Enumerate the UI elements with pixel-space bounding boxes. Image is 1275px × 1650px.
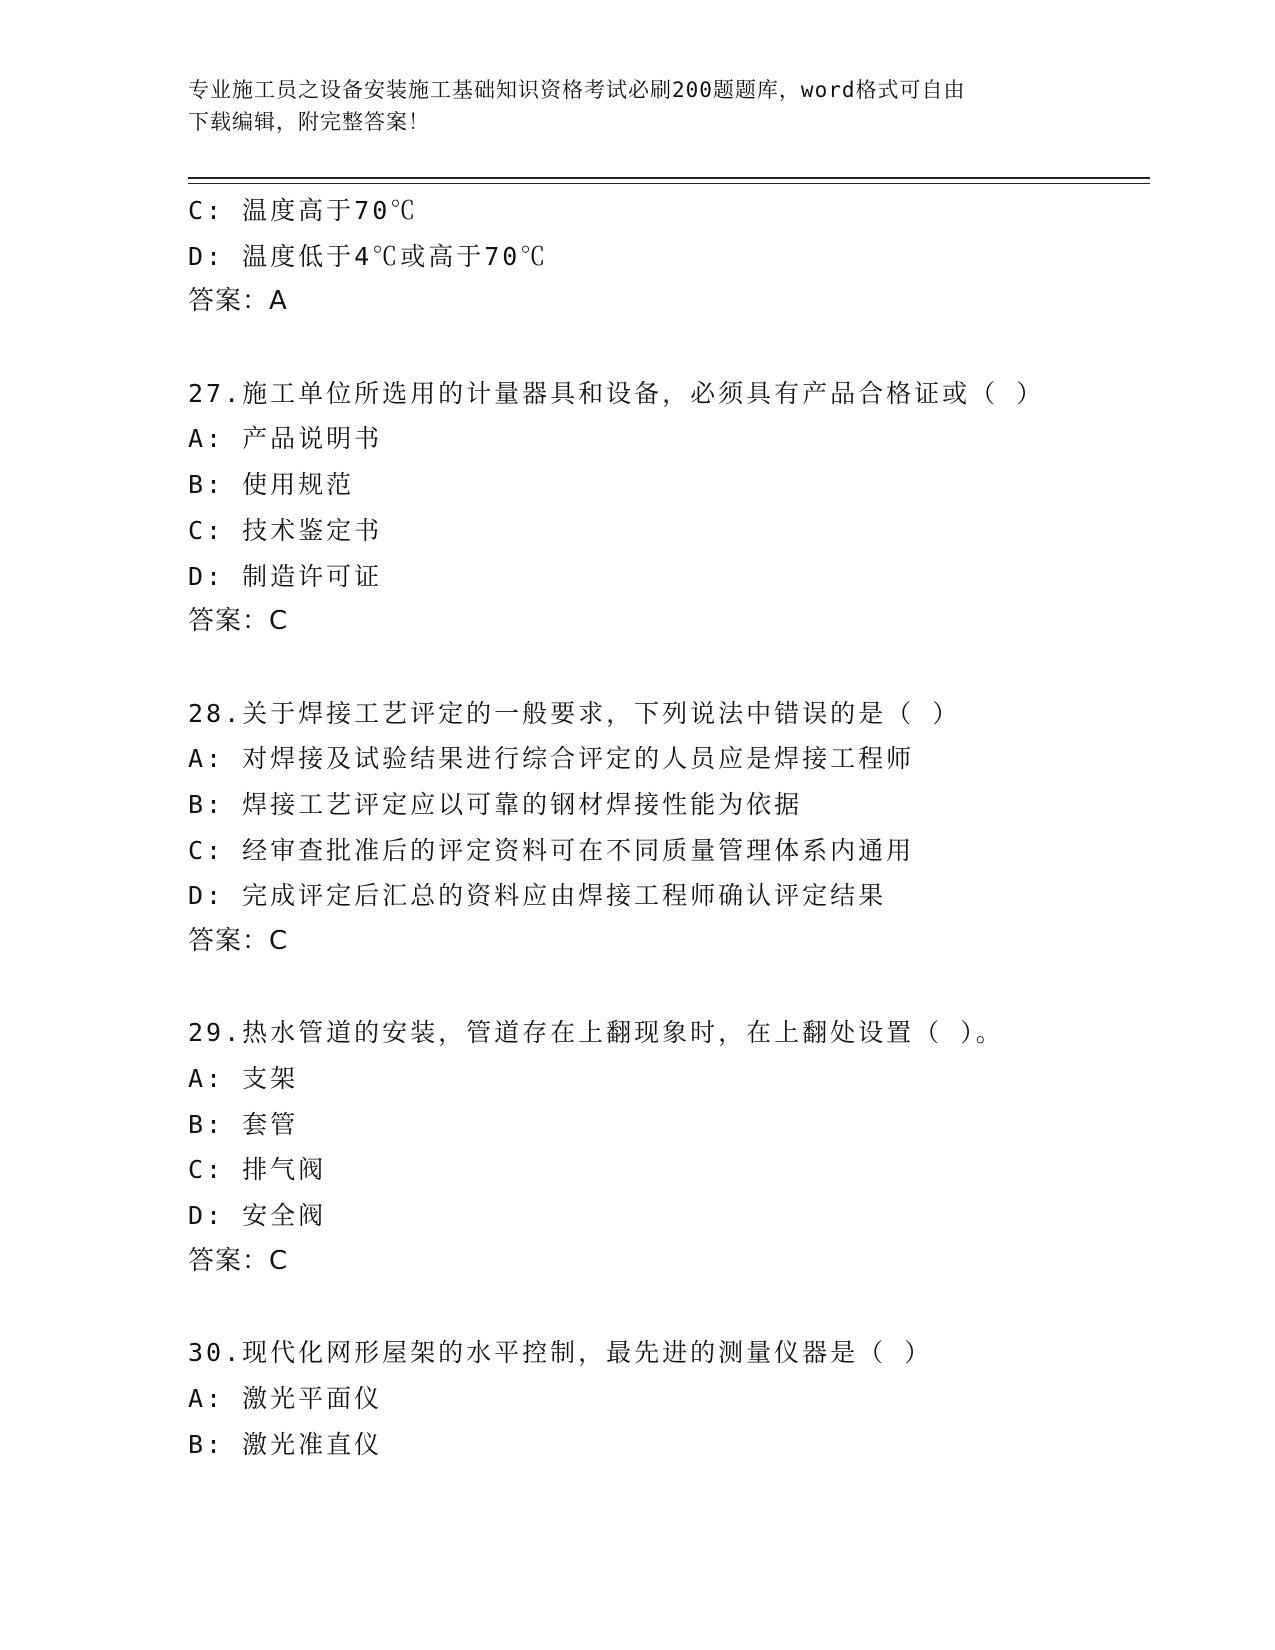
header-line-1: 专业施工员之设备安装施工基础知识资格考试必刷200题题库，word格式可自由	[188, 78, 966, 102]
option-c: C: 温度高于70℃	[188, 196, 419, 225]
answer: 答案：A	[188, 286, 288, 317]
option-d: D: 安全阀	[188, 1201, 327, 1231]
document-header	[188, 74, 1068, 138]
option-c: C: 经审查批准后的评定资料可在不同质量管理体系内通用	[188, 835, 915, 865]
question-26-continued	[188, 188, 1148, 325]
question-list	[188, 188, 1148, 1467]
option-d: D: 制造许可证	[188, 561, 383, 591]
option-b: B: 使用规范	[188, 470, 355, 500]
option-a: A: 支架	[188, 1064, 299, 1094]
option-c: C: 技术鉴定书	[188, 515, 383, 545]
question-stem: 27.施工单位所选用的计量器具和设备，必须具有产品合格证或（ ）	[188, 378, 1045, 408]
question-30	[188, 1330, 1148, 1467]
option-c: C: 排气阀	[188, 1155, 327, 1185]
option-b: B: 激光准直仪	[188, 1429, 383, 1459]
question-stem: 29.热水管道的安装，管道存在上翻现象时，在上翻处设置（ ）。	[188, 1018, 1004, 1048]
header-line-2: 下载编辑，附完整答案！	[188, 110, 430, 134]
option-d: D: 温度低于4℃或高于70℃	[188, 241, 549, 271]
header-divider-thin	[188, 183, 1150, 184]
answer: 答案：C	[188, 606, 289, 637]
option-d: D: 完成评定后汇总的资料应由焊接工程师确认评定结果	[188, 881, 887, 911]
question-stem: 28.关于焊接工艺评定的一般要求，下列说法中错误的是（ ）	[188, 698, 961, 728]
answer: 答案：C	[188, 1245, 289, 1276]
question-29	[188, 1010, 1148, 1284]
option-a: A: 激光平面仪	[188, 1383, 383, 1413]
option-a: A: 对焊接及试验结果进行综合评定的人员应是焊接工程师	[188, 744, 915, 774]
question-27	[188, 371, 1148, 645]
option-b: B: 套管	[188, 1109, 299, 1139]
answer: 答案：C	[188, 926, 289, 956]
question-stem: 30.现代化网形屋架的水平控制，最先进的测量仪器是（ ）	[188, 1338, 933, 1368]
option-b: B: 焊接工艺评定应以可靠的钢材焊接性能为依据	[188, 789, 803, 819]
option-a: A: 产品说明书	[188, 424, 383, 454]
header-divider-thick	[188, 177, 1150, 179]
question-28	[188, 691, 1148, 965]
